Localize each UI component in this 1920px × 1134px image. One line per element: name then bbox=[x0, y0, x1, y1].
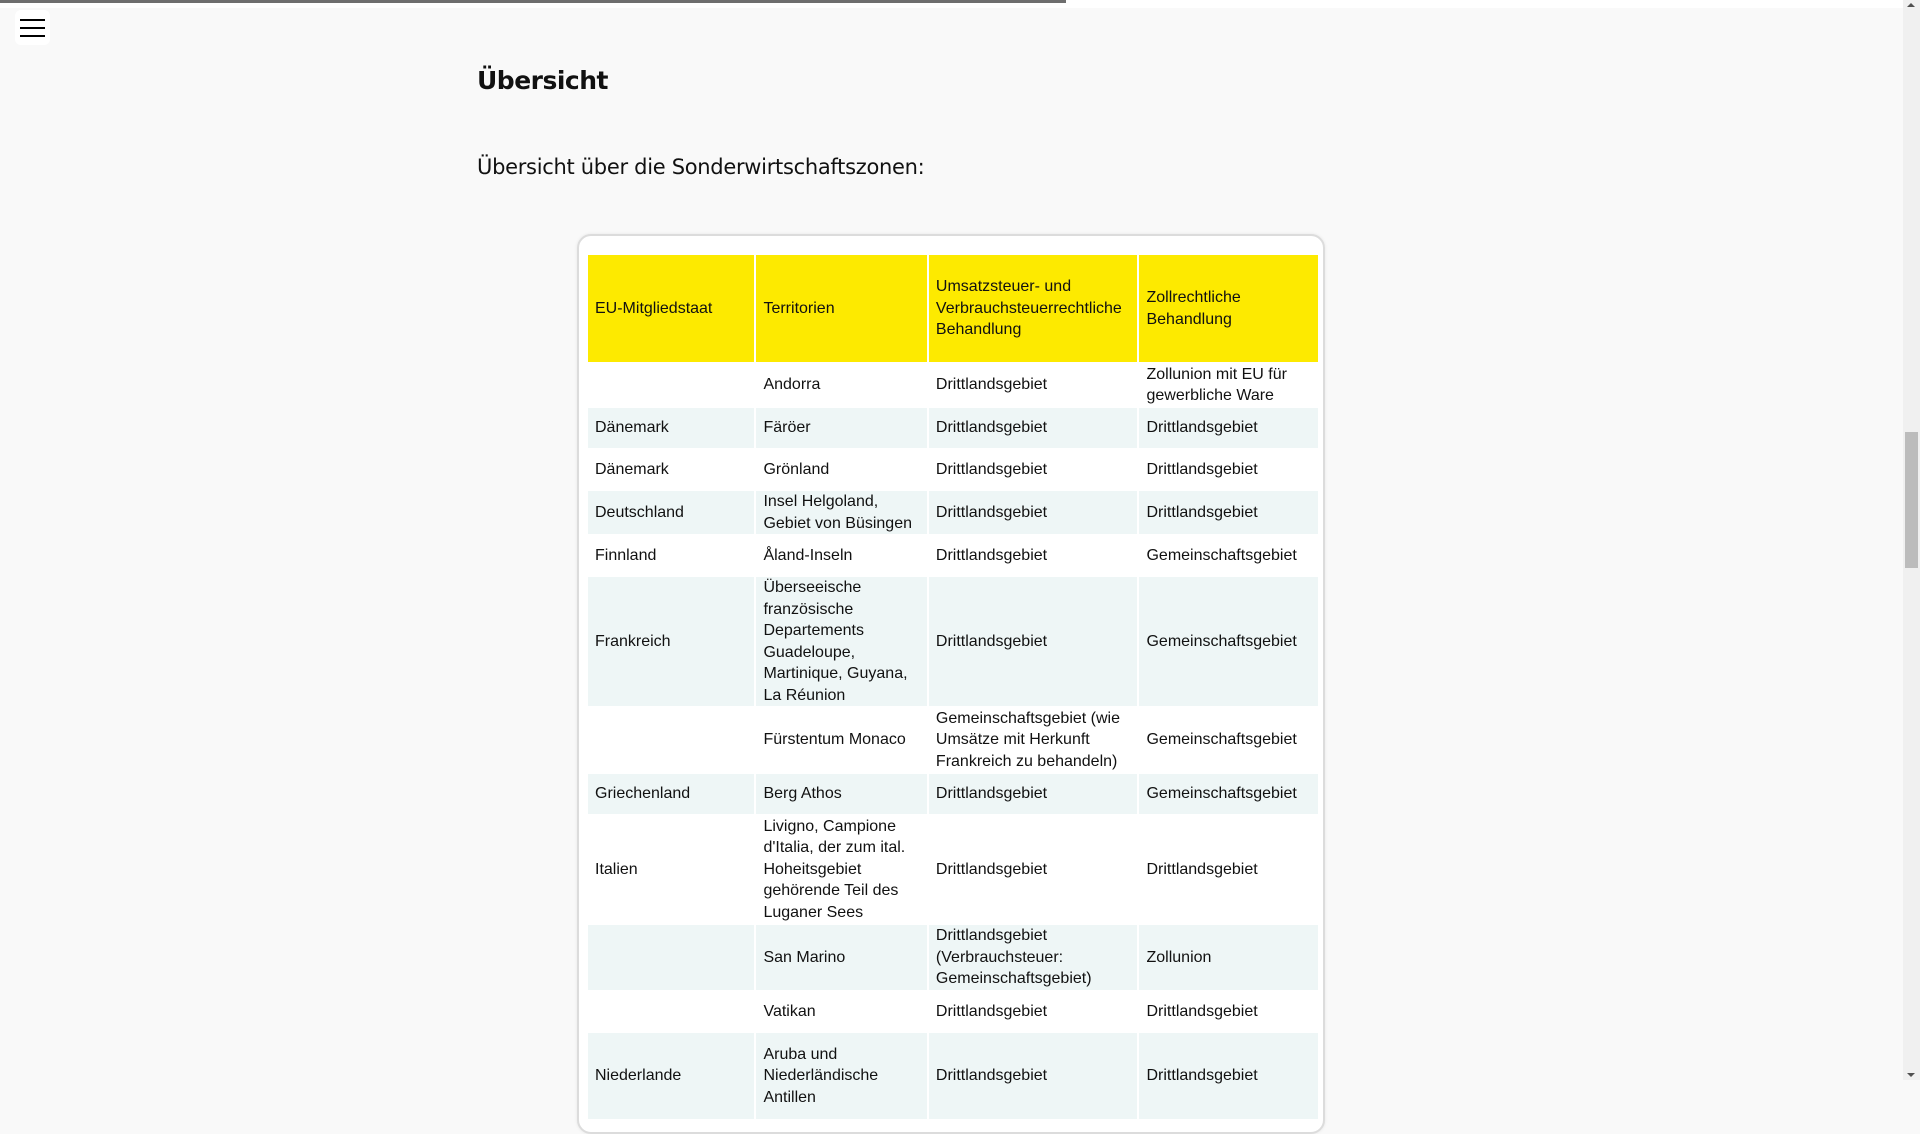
cell-customs: Gemeinschaftsgebiet bbox=[1139, 706, 1318, 774]
cell-customs: Drittlandsgebiet bbox=[1139, 990, 1318, 1033]
cell-vat: Drittlandsgebiet bbox=[929, 577, 1138, 706]
table-row bbox=[588, 491, 1318, 534]
cell-vat: Drittlandsgebiet bbox=[929, 491, 1138, 534]
column-header-state: EU-Mitgliedstaat bbox=[588, 255, 754, 362]
table-row bbox=[588, 1033, 1318, 1119]
cell-customs: Gemeinschaftsgebiet bbox=[1139, 534, 1318, 577]
cell-customs: Drittlandsgebiet bbox=[1139, 491, 1318, 534]
cell-state bbox=[588, 706, 754, 774]
scroll-down-arrow-icon[interactable] bbox=[1907, 1073, 1915, 1077]
table-header-row bbox=[588, 255, 1318, 362]
column-header-territory: Territorien bbox=[756, 255, 926, 362]
cell-state: Finnland bbox=[588, 534, 754, 577]
table-row bbox=[588, 362, 1318, 408]
cell-state: Dänemark bbox=[588, 448, 754, 491]
cell-state: Frankreich bbox=[588, 577, 754, 706]
cell-territory: Berg Athos bbox=[756, 774, 926, 814]
table-row bbox=[588, 814, 1318, 925]
table-container bbox=[577, 234, 1325, 1134]
cell-vat: Drittlandsgebiet bbox=[929, 362, 1138, 408]
main-content bbox=[477, 60, 1377, 179]
special-economic-zones-table bbox=[586, 255, 1320, 1119]
cell-territory: Überseeische französische Departements Guadeloupe, Martinique, Guyana, La Réunion bbox=[756, 577, 926, 706]
table-row bbox=[588, 448, 1318, 491]
cell-vat: Drittlandsgebiet bbox=[929, 408, 1138, 448]
cell-customs: Zollunion mit EU für gewerbliche Ware bbox=[1139, 362, 1318, 408]
cell-territory: Åland-Inseln bbox=[756, 534, 926, 577]
cell-vat: Drittlandsgebiet bbox=[929, 534, 1138, 577]
menu-button[interactable] bbox=[15, 10, 50, 45]
table-row bbox=[588, 925, 1318, 990]
cell-state: Dänemark bbox=[588, 408, 754, 448]
cell-territory: Andorra bbox=[756, 362, 926, 408]
cell-vat: Drittlandsgebiet bbox=[929, 448, 1138, 491]
column-header-customs: Zollrechtliche Behandlung bbox=[1139, 255, 1318, 362]
section-intro: Übersicht über die Sonderwirtschaftszonen: bbox=[477, 155, 925, 179]
page-scrollbar[interactable] bbox=[1903, 0, 1920, 1080]
cell-vat: Drittlandsgebiet bbox=[929, 1033, 1138, 1119]
scroll-up-arrow-icon[interactable] bbox=[1907, 3, 1915, 7]
cell-state: Niederlande bbox=[588, 1033, 754, 1119]
table-row bbox=[588, 706, 1318, 774]
cell-vat: Gemeinschaftsgebiet (wie Umsätze mit Herkunft Frankreich zu behandeln) bbox=[929, 706, 1138, 774]
table-row bbox=[588, 408, 1318, 448]
cell-customs: Zollunion bbox=[1139, 925, 1318, 990]
cell-vat: Drittlandsgebiet bbox=[929, 990, 1138, 1033]
cell-state: Griechenland bbox=[588, 774, 754, 814]
cell-customs: Drittlandsgebiet bbox=[1139, 1033, 1318, 1119]
cell-territory: Insel Helgoland, Gebiet von Büsingen bbox=[756, 491, 926, 534]
cell-territory: Aruba und Niederländische Antillen bbox=[756, 1033, 926, 1119]
column-header-vat: Umsatzsteuer- und Verbrauchsteuerrechtliche Behandlung bbox=[929, 255, 1138, 362]
cell-territory: Fürstentum Monaco bbox=[756, 706, 926, 774]
cell-customs: Gemeinschaftsgebiet bbox=[1139, 577, 1318, 706]
cell-state bbox=[588, 362, 754, 408]
cell-customs: Gemeinschaftsgebiet bbox=[1139, 774, 1318, 814]
cell-customs: Drittlandsgebiet bbox=[1139, 408, 1318, 448]
table-row bbox=[588, 577, 1318, 706]
scrollbar-thumb[interactable] bbox=[1905, 432, 1918, 568]
reading-progress-bar bbox=[0, 0, 1066, 3]
section-heading: Übersicht bbox=[477, 66, 608, 95]
table-row bbox=[588, 990, 1318, 1033]
table-row bbox=[588, 774, 1318, 814]
cell-territory: Livigno, Campione d'Italia, der zum ital. Hoheitsgebiet gehörende Teil des Luganer Sees bbox=[756, 814, 926, 925]
cell-territory: Färöer bbox=[756, 408, 926, 448]
cell-customs: Drittlandsgebiet bbox=[1139, 814, 1318, 925]
cell-state: Deutschland bbox=[588, 491, 754, 534]
table-row bbox=[588, 534, 1318, 577]
cell-state bbox=[588, 990, 754, 1033]
cell-state: Italien bbox=[588, 814, 754, 925]
cell-vat: Drittlandsgebiet bbox=[929, 814, 1138, 925]
cell-state bbox=[588, 925, 754, 990]
cell-customs: Drittlandsgebiet bbox=[1139, 448, 1318, 491]
cell-territory: Grönland bbox=[756, 448, 926, 491]
cell-territory: San Marino bbox=[756, 925, 926, 990]
cell-vat: Drittlandsgebiet (Verbrauchsteuer: Gemeinschaftsgebiet) bbox=[929, 925, 1138, 990]
cell-territory: Vatikan bbox=[756, 990, 926, 1033]
cell-vat: Drittlandsgebiet bbox=[929, 774, 1138, 814]
